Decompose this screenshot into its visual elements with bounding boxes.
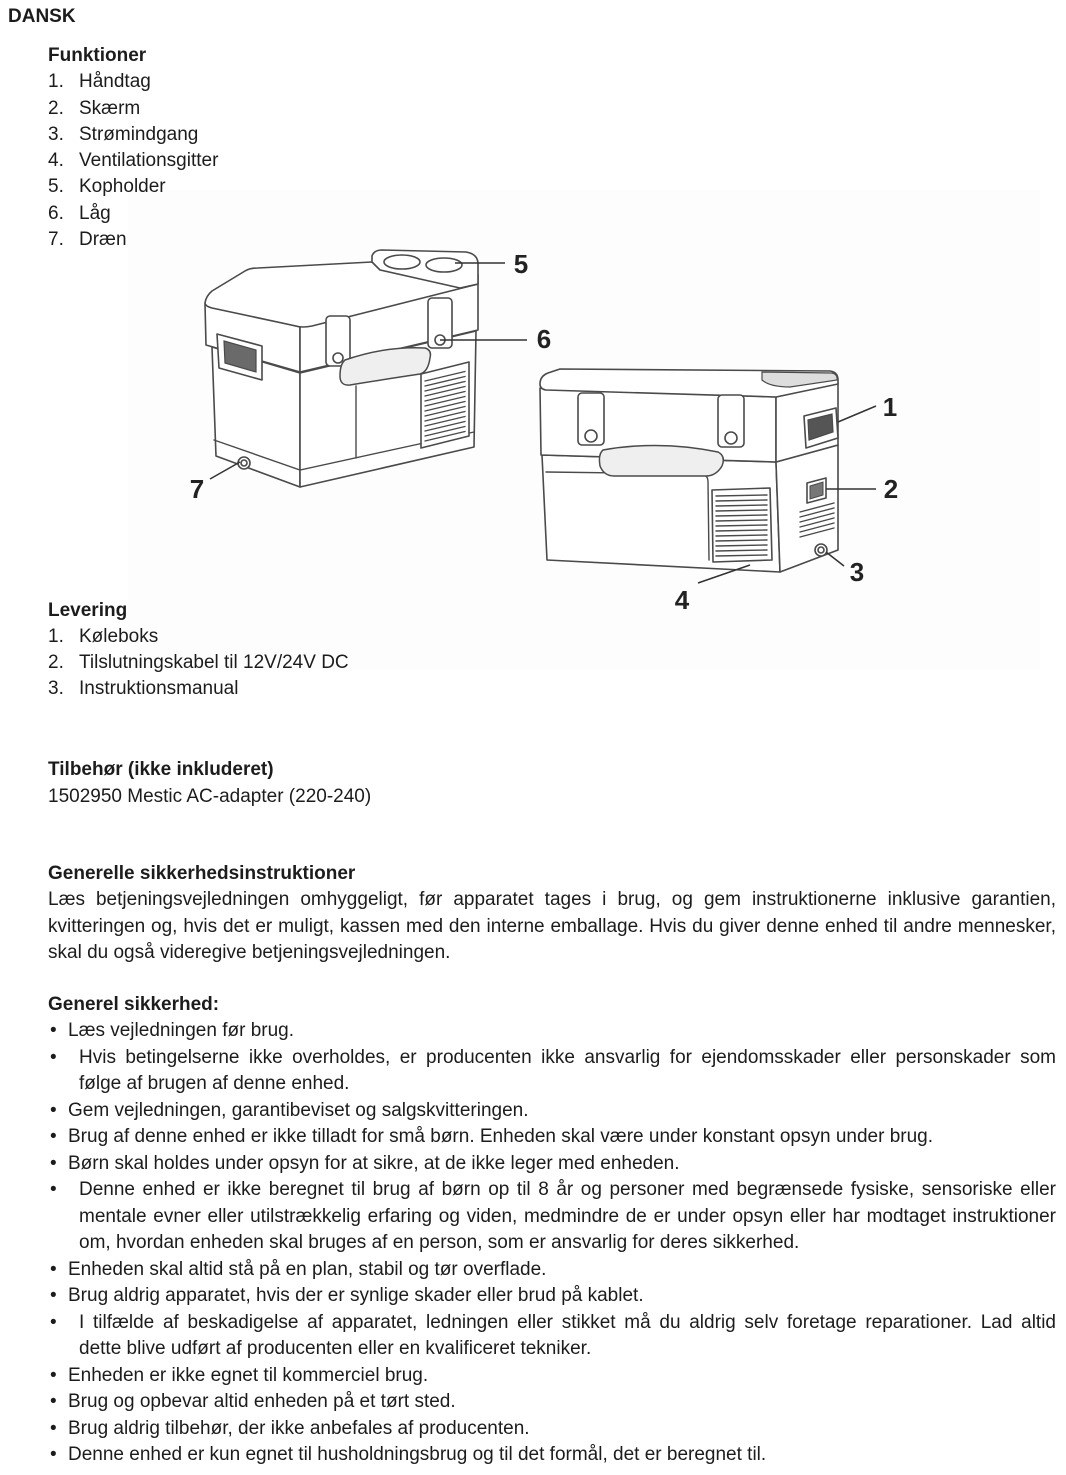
bullet-text-line: mentale evner eller utilstrækkelig erfaring og viden, medmindre de er under opsyn eller har modtaget instruktioner xyxy=(79,1205,1056,1227)
safety-bullet-item xyxy=(48,1177,1056,1257)
safety-bullet-item xyxy=(48,1257,1056,1284)
delivery-item xyxy=(48,676,349,702)
cooler-left xyxy=(205,250,478,487)
bullet-text-line: Enheden skal altid stå på en plan, stabil og tør overflade. xyxy=(68,1258,547,1280)
item-number: 5. xyxy=(48,176,64,198)
bullet-icon xyxy=(50,1018,57,1045)
item-number: 3. xyxy=(48,678,64,699)
item-number: 4. xyxy=(48,150,64,172)
delivery-section xyxy=(48,598,349,702)
bullet-text-line: Brug af denne enhed er ikke tilladt for små børn. Enheden skal være under konstant opsyn under brug. xyxy=(68,1126,934,1147)
vent-slat xyxy=(716,535,767,536)
language-label: DANSK xyxy=(8,6,76,27)
grip-recess xyxy=(599,445,723,476)
bullet-icon xyxy=(50,1177,57,1204)
feature-item xyxy=(48,96,218,122)
right-cooler-side-lower xyxy=(776,445,838,572)
vent-slat xyxy=(716,515,767,516)
bullet-icon xyxy=(50,1098,57,1125)
item-label: Håndtag xyxy=(79,71,151,93)
bullet-icon xyxy=(50,1045,57,1072)
safety-bullet-item xyxy=(48,1098,1056,1125)
vent-slat xyxy=(716,545,767,546)
delivery-item xyxy=(48,650,349,676)
vent-slat xyxy=(716,540,767,541)
item-label: Skærm xyxy=(79,97,141,119)
cup-holder-icon xyxy=(426,258,462,272)
bullet-icon xyxy=(50,1442,57,1469)
paragraph-line: Læs betjeningsvejledningen omhyggeligt, før apparatet tages i brug, og gem instruktionerne inklusive garantien, xyxy=(48,889,1056,911)
bullet-text-line: Brug aldrig tilbehør, der ikke anbefales af producenten. xyxy=(68,1417,530,1439)
feature-item xyxy=(48,227,218,253)
safety-bullet-item xyxy=(48,1283,1056,1310)
vent-slat xyxy=(716,530,767,531)
vent-slat xyxy=(716,510,767,511)
vent-slat xyxy=(716,505,767,506)
item-label: Køleboks xyxy=(79,626,159,647)
bullet-text-line: følge af brugen af denne enhed. xyxy=(79,1073,350,1094)
item-number: 1. xyxy=(48,626,64,647)
bullet-icon xyxy=(50,1416,57,1443)
bullet-icon xyxy=(50,1363,57,1390)
bullet-text-line: Gem vejledningen, garantibeviset og salgskvitteringen. xyxy=(68,1099,529,1121)
latch-ring-icon xyxy=(725,432,737,444)
bullet-icon xyxy=(50,1310,57,1337)
item-number: 3. xyxy=(48,123,64,145)
callout-vent: 4 xyxy=(674,585,690,615)
safety-bullet-item xyxy=(48,1045,1056,1098)
feature-item xyxy=(48,148,218,174)
bullet-icon xyxy=(50,1389,57,1416)
item-label: Instruktionsmanual xyxy=(79,678,239,699)
paragraph-line: kvitteringen og, hvis det er muligt, kassen med den interne emballage. Hvis du giver denne enhed til andre mennesker, xyxy=(48,915,1056,937)
vent-slat xyxy=(716,525,767,526)
bullet-text-line: Denne enhed er kun egnet til husholdningsbrug og til det formål, det er beregnet til. xyxy=(68,1444,767,1465)
bullet-text-line: Børn skal holdes under opsyn for at sikre, at de ikke leger med enheden. xyxy=(68,1152,680,1174)
bullet-text-line: Hvis betingelserne ikke overholdes, er producenten ikke ansvarlig for ejendomsskader eller personskader som xyxy=(79,1046,1056,1068)
delivery-heading: Levering xyxy=(48,600,128,621)
general-instructions-heading: Generelle sikkerhedsinstruktioner xyxy=(48,863,356,884)
safety-bullet-item xyxy=(48,1389,1056,1416)
bullet-text-line: om, hvordan enheden skal bruges af en person, som er ansvarlig for deres sikkerhed. xyxy=(79,1232,800,1253)
feature-item xyxy=(48,174,218,200)
delivery-item xyxy=(48,624,349,650)
safety-bullet-item xyxy=(48,1442,1056,1469)
general-instructions-section xyxy=(48,861,1056,966)
callout-power-inlet: 3 xyxy=(849,557,865,587)
accessory-item: 1502950 Mestic AC-adapter (220-240) xyxy=(48,786,372,807)
cooler-right xyxy=(540,369,838,572)
callout-handle: 1 xyxy=(882,392,898,422)
features-section xyxy=(48,43,218,253)
safety-bullet-item xyxy=(48,1124,1056,1151)
item-label: Tilslutningskabel til 12V/24V DC xyxy=(79,652,349,673)
bullet-icon xyxy=(50,1151,57,1178)
item-label: Dræn xyxy=(79,229,127,251)
power-socket-pin-icon xyxy=(818,547,824,553)
vent-slat xyxy=(716,500,767,501)
item-label: Strømindgang xyxy=(79,123,199,145)
vent-slat xyxy=(716,555,767,556)
vent-slat xyxy=(716,520,767,521)
safety-bullet-item xyxy=(48,1310,1056,1363)
features-heading: Funktioner xyxy=(48,45,147,66)
bullet-icon xyxy=(50,1257,57,1284)
bullet-icon xyxy=(50,1283,57,1310)
bullet-text-line: Brug og opbevar altid enheden på et tørt sted. xyxy=(68,1391,456,1412)
bullet-text-line: Enheden er ikke egnet til kommerciel brug. xyxy=(68,1364,429,1386)
callout-lid: 6 xyxy=(536,324,552,354)
item-number: 2. xyxy=(48,652,64,673)
general-safety-heading: Generel sikkerhed: xyxy=(48,994,220,1015)
bullet-text-line: dette blive udført af producenten eller en kvalificeret tekniker. xyxy=(79,1338,592,1359)
feature-item xyxy=(48,201,218,227)
bullet-text-line: Denne enhed er ikke beregnet til brug af børn op til 8 år og personer med begrænsede fysiske, sensoriske eller xyxy=(79,1179,1056,1200)
drain-plug-icon xyxy=(241,460,247,466)
item-number: 2. xyxy=(48,97,64,119)
vent-slat xyxy=(716,495,767,496)
accessories-section xyxy=(48,756,371,810)
item-label: Ventilationsgitter xyxy=(79,150,219,172)
cup-holder-icon xyxy=(384,255,420,269)
bullet-text-line: Læs vejledningen før brug. xyxy=(68,1020,295,1041)
paragraph-line: skal du også videregive betjeningsvejledningen. xyxy=(48,941,451,963)
feature-item xyxy=(48,69,218,95)
item-number: 6. xyxy=(48,202,64,224)
item-number: 7. xyxy=(48,229,64,251)
item-number: 1. xyxy=(48,71,64,93)
vent-slat xyxy=(716,550,767,551)
bullet-text-line: Brug aldrig apparatet, hvis der er synlige skader eller brud på kablet. xyxy=(68,1285,644,1306)
safety-bullet-item xyxy=(48,1416,1056,1443)
callout-display: 2 xyxy=(883,474,899,504)
accessories-heading: Tilbehør (ikke inkluderet) xyxy=(48,759,274,780)
bullet-text-line: I tilfælde af beskadigelse af apparatet, ledningen eller stikket må du aldrig selv foretage reparationer. Lad altid xyxy=(79,1311,1056,1333)
latch-ring-icon xyxy=(585,430,597,442)
callout-cup-holder: 5 xyxy=(513,249,529,279)
safety-bullet-item xyxy=(48,1151,1056,1178)
general-safety-list xyxy=(48,1018,1056,1469)
callout-drain: 7 xyxy=(189,474,205,504)
safety-bullet-item xyxy=(48,1363,1056,1390)
feature-item xyxy=(48,122,218,148)
bullet-icon xyxy=(50,1124,57,1151)
item-label: Kopholder xyxy=(79,176,166,198)
item-label: Låg xyxy=(79,202,111,224)
safety-bullet-item xyxy=(48,1018,1056,1045)
latch-ring-icon xyxy=(333,353,343,363)
